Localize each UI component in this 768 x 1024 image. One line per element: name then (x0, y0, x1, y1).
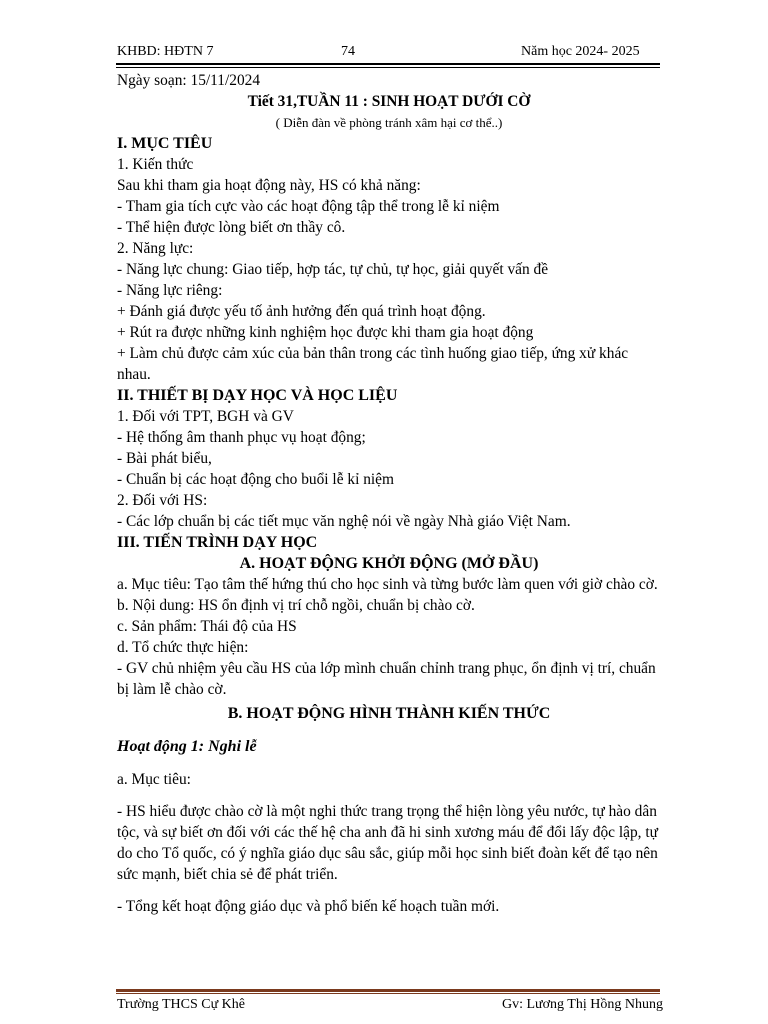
footer-school: Trường THCS Cự Khê (117, 997, 245, 1012)
footer-rule (116, 989, 660, 992)
list-item: d. Tổ chức thực hiện: (117, 639, 249, 656)
list-item: - Bài phát biểu, (117, 450, 212, 467)
subheading-knowledge: 1. Kiến thức (117, 156, 194, 173)
list-item: - GV chủ nhiệm yêu cầu HS của lớp mình chuẩn chỉnh trang phục, ổn định vị trí, chuẩn bị làm lễ chào cờ. (117, 660, 656, 698)
header-rule (116, 63, 660, 65)
lesson-subtitle: ( Diễn đàn về phòng tránh xâm hại cơ thể..) (275, 115, 503, 130)
document-body (117, 70, 661, 917)
activity-1-title: Hoạt động 1: Nghi lễ (117, 738, 257, 755)
subheading-students: 2. Đối với HS: (117, 492, 208, 509)
list-item: - Năng lực riêng: (117, 282, 223, 299)
activity-1-goal: a. Mục tiêu: (117, 771, 191, 788)
header-page-number: 74 (341, 44, 355, 59)
section-heading-equipment: II. THIẾT BỊ DẠY HỌC VÀ HỌC LIỆU (117, 387, 398, 404)
list-item: - Thể hiện được lòng biết ơn thầy cô. (117, 219, 346, 236)
activity-heading-b: B. HOẠT ĐỘNG HÌNH THÀNH KIẾN THỨC (227, 705, 551, 722)
list-item: c. Sản phẩm: Thái độ của HS (117, 618, 297, 635)
header-right: Năm học 2024- 2025 (521, 44, 640, 59)
list-item: - Hệ thống âm thanh phục vụ hoạt động; (117, 429, 366, 446)
activity-1-summary: - Tổng kết hoạt động giáo dục và phổ biến kế hoạch tuần mới. (117, 898, 500, 915)
list-item: + Đánh giá được yếu tố ảnh hưởng đến quá trình hoạt động. (117, 303, 486, 320)
list-item: - Tham gia tích cực vào các hoạt động tập thể trong lễ kỉ niệm (117, 198, 500, 215)
list-item: + Rút ra được những kinh nghiệm học được khi tham gia hoạt động (117, 324, 534, 341)
activity-1-paragraph: - HS hiểu được chào cờ là một nghi thức trang trọng thể hiện lòng yêu nước, tự hào dân tộc, và sự biết ơn đối với các thế hệ cha anh đã hi sinh xương máu để đổi lấy độc lập, tự do cho Tổ quốc, có ý nghĩa giáo dục sâu sắc, giúp mỗi học sinh biết đoàn kết để tạo nên sức mạnh, biết chia sẻ để phát triển. (117, 803, 658, 883)
section-heading-objectives: I. MỤC TIÊU (117, 135, 213, 152)
paragraph: Sau khi tham gia hoạt động này, HS có khả năng: (117, 177, 421, 194)
list-item: - Chuẩn bị các hoạt động cho buổi lễ kỉ niệm (117, 471, 394, 488)
list-item: + Làm chủ được cảm xúc của bản thân trong các tình huống giao tiếp, ứng xử khác nhau. (117, 345, 629, 383)
header-rule-thin (116, 67, 660, 68)
subheading-competence: 2. Năng lực: (117, 240, 194, 257)
lesson-title: Tiết 31,TUẦN 11 : SINH HOẠT DƯỚI CỜ (247, 93, 531, 110)
prep-date: Ngày soạn: 15/11/2024 (117, 72, 261, 89)
header-left: KHBD: HĐTN 7 (117, 44, 214, 59)
list-item: a. Mục tiêu: Tạo tâm thế hứng thú cho học sinh và từng bước làm quen với giờ chào cờ. (117, 576, 658, 593)
footer-rule-thin (116, 993, 660, 994)
list-item: - Năng lực chung: Giao tiếp, hợp tác, tự chủ, tự học, giải quyết vấn đề (117, 261, 549, 278)
list-item: - Các lớp chuẩn bị các tiết mục văn nghệ nói về ngày Nhà giáo Việt Nam. (117, 513, 571, 530)
list-item: b. Nội dung: HS ổn định vị trí chỗ ngồi, chuẩn bị chào cờ. (117, 597, 475, 614)
footer-teacher: Gv: Lương Thị Hồng Nhung (502, 997, 663, 1012)
activity-heading-a: A. HOẠT ĐỘNG KHỞI ĐỘNG (MỞ ĐẦU) (239, 555, 539, 572)
section-heading-process: III. TIẾN TRÌNH DẠY HỌC (117, 534, 318, 551)
subheading-teachers: 1. Đối với TPT, BGH và GV (117, 408, 294, 425)
